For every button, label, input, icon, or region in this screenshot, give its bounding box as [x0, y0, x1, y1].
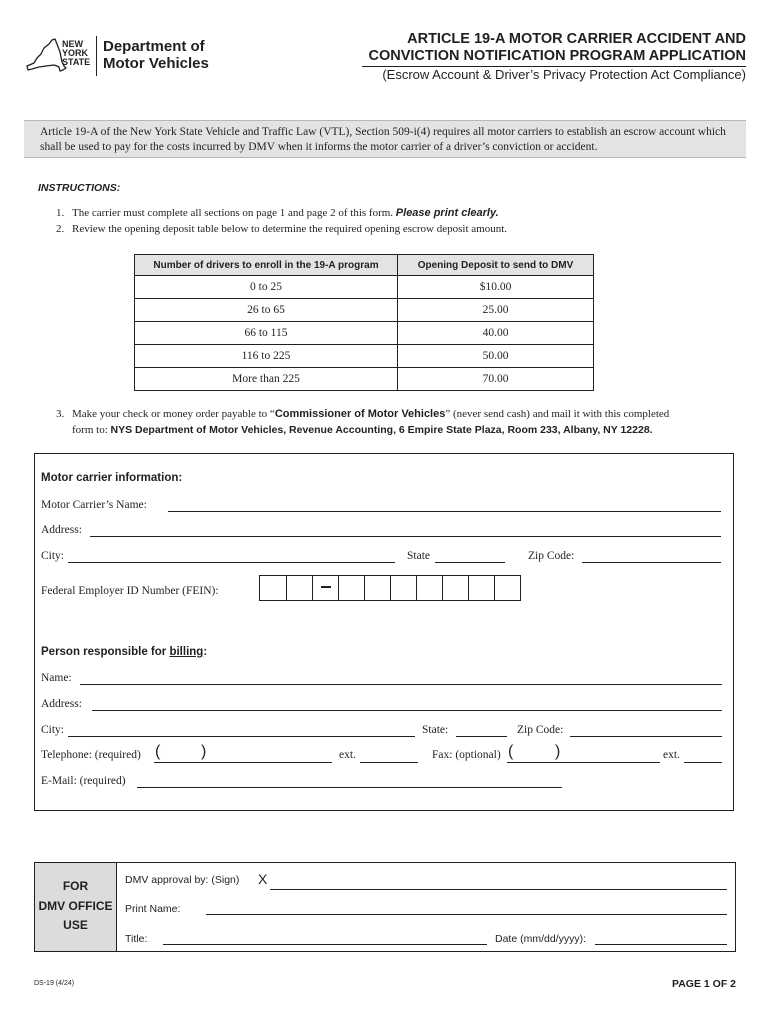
fax-area-open-paren: ( — [508, 743, 514, 760]
carrier-address-field[interactable] — [90, 536, 721, 537]
print-name-field[interactable] — [206, 914, 727, 915]
telephone-field[interactable] — [154, 762, 332, 763]
fein-label: Federal Employer ID Number (FEIN): — [41, 585, 219, 597]
fein-digit-box[interactable] — [442, 576, 468, 600]
dmv-approval-label: DMV approval by: (Sign) — [125, 874, 240, 886]
intro-banner: Article 19-A of the New York State Vehicle and Traffic Law (VTL), Section 509-i(4) requires all motor carriers to establish an escrow account which shall be used to pay for the costs incurred by DMV when it informs the motor carrier of a driver’s conviction or accident. — [24, 120, 746, 158]
form-subtitle: (Escrow Account & Driver’s Privacy Protection Act Compliance) — [382, 67, 746, 82]
carrier-zip-label: Zip Code: — [528, 550, 575, 562]
opening-deposit-table — [134, 254, 594, 391]
billing-name-label: Name: — [41, 672, 72, 684]
table-row: 0 to 25 $10.00 — [135, 276, 594, 299]
billing-zip-label: Zip Code: — [517, 724, 564, 736]
carrier-city-label: City: — [41, 550, 65, 562]
fein-digit-box[interactable] — [468, 576, 494, 600]
phone-ext-label: ext. — [339, 749, 356, 761]
fax-area-close-paren: ) — [555, 743, 561, 760]
billing-address-field[interactable] — [92, 710, 722, 711]
carrier-city-field[interactable] — [68, 562, 395, 563]
email-field[interactable] — [137, 787, 562, 788]
fein-digit-box[interactable] — [364, 576, 390, 600]
fein-dash-box — [312, 576, 338, 600]
title-field[interactable] — [163, 944, 487, 945]
billing-section-heading: Person responsible for billing: — [41, 646, 208, 658]
table-row: 66 to 115 40.00 — [135, 322, 594, 345]
billing-name-field[interactable] — [80, 684, 722, 685]
table-row: 116 to 225 50.00 — [135, 345, 594, 368]
logo-divider — [96, 36, 97, 76]
fein-input[interactable] — [259, 575, 521, 601]
table-row: More than 225 70.00 — [135, 368, 594, 391]
phone-area-close-paren: ) — [201, 743, 207, 760]
fein-digit-box[interactable] — [494, 576, 520, 600]
instruction-item-2: 2. Review the opening deposit table below to determine the required opening escrow deposit amount. — [56, 223, 507, 235]
carrier-address-label: Address: — [41, 524, 82, 536]
telephone-label: Telephone: (required) — [41, 749, 141, 761]
title-label: Title: — [125, 933, 148, 945]
logo-state-text: NEW YORK STATE — [62, 39, 91, 67]
page-number: PAGE 1 OF 2 — [672, 978, 736, 990]
table-header-deposit: Opening Deposit to send to DMV — [398, 255, 594, 276]
fax-ext-field[interactable] — [684, 762, 722, 763]
fein-digit-box[interactable] — [260, 576, 286, 600]
instruction-item-3: 3. Make your check or money order payable to “Commissioner of Motor Vehicles” (never send cash) and mail it with this completed — [56, 408, 670, 420]
dmv-office-use-label: FOR DMV OFFICE USE — [35, 863, 117, 951]
billing-address-label: Address: — [41, 698, 82, 710]
date-label: Date (mm/dd/yyyy): — [495, 933, 587, 945]
form-id: DS-19 (4/24) — [34, 980, 75, 987]
billing-state-field[interactable] — [456, 736, 507, 737]
carrier-name-label: Motor Carrier’s Name: — [41, 499, 147, 511]
carrier-name-field[interactable] — [168, 511, 721, 512]
carrier-state-field[interactable] — [435, 562, 505, 563]
fein-digit-box[interactable] — [286, 576, 312, 600]
carrier-zip-field[interactable] — [582, 562, 721, 563]
carrier-section-heading: Motor carrier information: — [41, 472, 183, 484]
fein-digit-box[interactable] — [416, 576, 442, 600]
fein-digit-box[interactable] — [390, 576, 416, 600]
billing-state-label: State: — [422, 724, 449, 736]
instruction-item-1: 1. The carrier must complete all sections on page 1 and page 2 of this form. Please print clearly. — [56, 207, 499, 219]
print-name-label: Print Name: — [125, 903, 181, 915]
instruction-item-3-cont: form to: NYS Department of Motor Vehicles, Revenue Accounting, 6 Empire State Plaza, Room 233, Albany, NY 12228. — [72, 424, 653, 436]
phone-ext-field[interactable] — [360, 762, 418, 763]
logo-department-name: Department of Motor Vehicles — [103, 38, 209, 72]
table-row: 26 to 65 25.00 — [135, 299, 594, 322]
fein-digit-box[interactable] — [338, 576, 364, 600]
instructions-heading: INSTRUCTIONS: — [38, 182, 121, 194]
sign-x-icon: X — [258, 871, 268, 887]
email-label: E-Mail: (required) — [41, 775, 126, 787]
billing-zip-field[interactable] — [570, 736, 722, 737]
carrier-state-label: State — [407, 550, 430, 562]
form-title: ARTICLE 19-A MOTOR CARRIER ACCIDENT AND CONVICTION NOTIFICATION PROGRAM APPLICATION — [368, 31, 746, 64]
fax-field[interactable] — [507, 762, 660, 763]
fax-ext-label: ext. — [663, 749, 680, 761]
dmv-approval-signature-field[interactable] — [270, 889, 727, 890]
billing-city-label: City: — [41, 724, 65, 736]
phone-area-open-paren: ( — [155, 743, 161, 760]
billing-city-field[interactable] — [68, 736, 415, 737]
dash-icon — [321, 586, 331, 588]
table-header-drivers: Number of drivers to enroll in the 19-A program — [135, 255, 398, 276]
date-field[interactable] — [595, 944, 727, 945]
fax-label: Fax: (optional) — [432, 749, 501, 761]
